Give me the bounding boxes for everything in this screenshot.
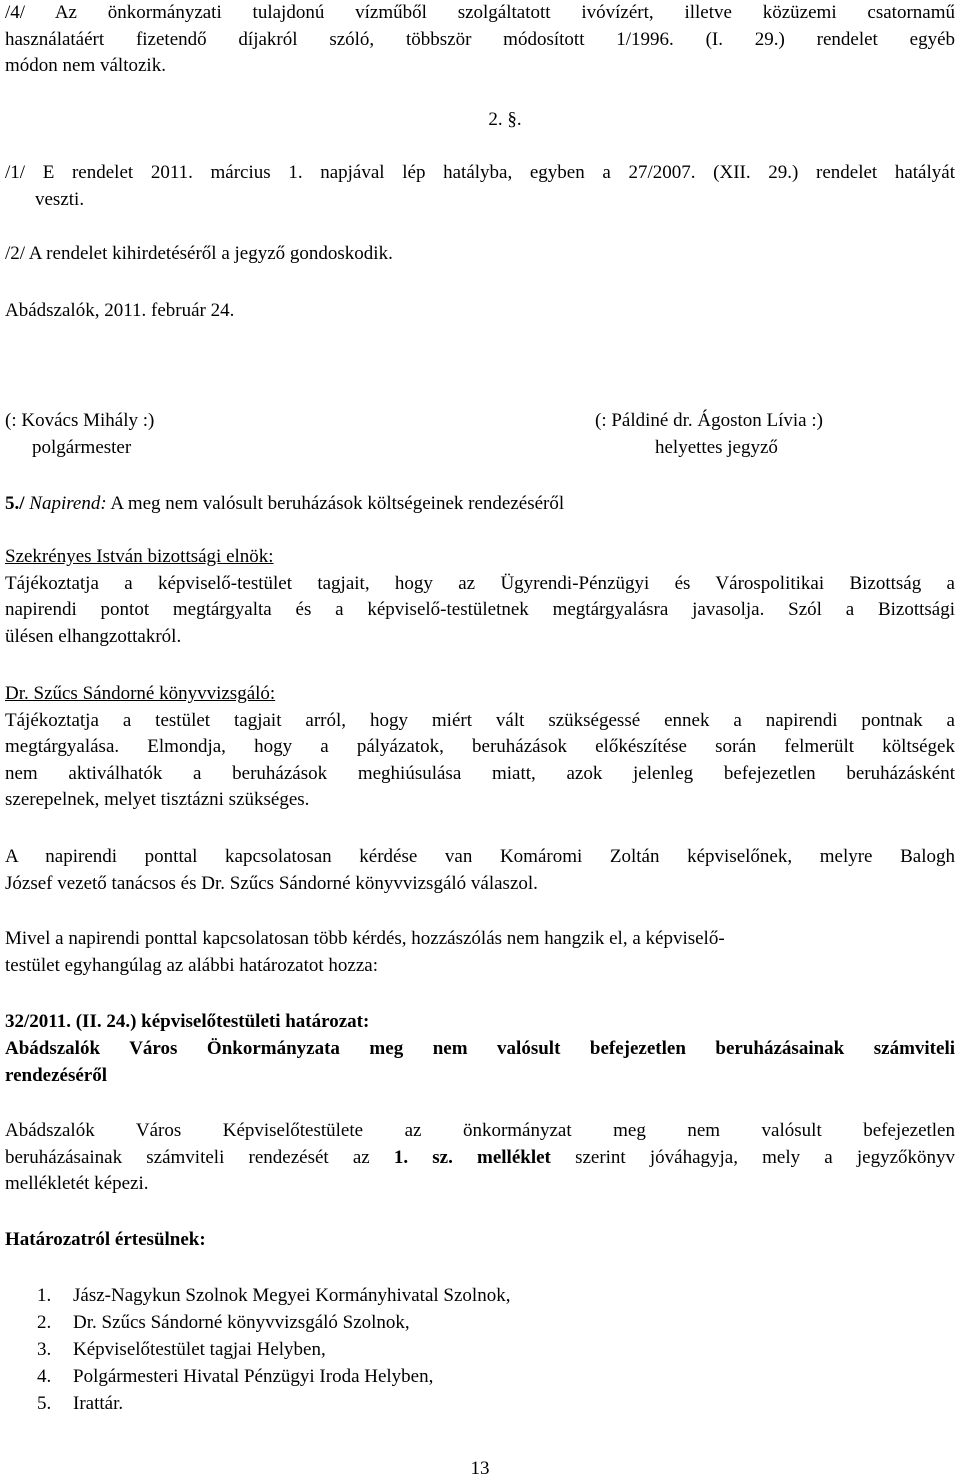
text-line: megtárgyalása. Elmondja, hogy a pályázatok, beruházások előkészítése során felmerült költségek bbox=[5, 736, 955, 757]
agenda-text: A meg nem valósult beruházások költségeinek rendezéséről bbox=[110, 493, 565, 514]
notify-list bbox=[5, 1283, 510, 1418]
resolution-body bbox=[5, 1118, 955, 1198]
text-line: /1/ E rendelet 2011. március 1. napjával lép hatályba, egyben a 27/2007. (XII. 29.) rendelet hatályát bbox=[5, 162, 955, 183]
text-line: testület egyhangúlag az alábbi határozatot hozza: bbox=[5, 954, 378, 976]
agenda-item bbox=[5, 491, 564, 518]
signatory-title: helyettes jegyző bbox=[655, 436, 778, 458]
list-item: 2. Dr. Szűcs Sándorné könyvvizsgáló Szolnok, bbox=[37, 1312, 410, 1333]
paragraph-1 bbox=[5, 160, 955, 213]
list-item: 5. Irattár. bbox=[37, 1393, 124, 1414]
agenda-number: 5./ bbox=[5, 493, 25, 514]
text-line: használatáért fizetendő díjakról szóló, többször módosított 1/1996. (I. 29.) rendelet egyéb bbox=[5, 28, 955, 50]
text-line: módon nem változik. bbox=[5, 55, 166, 76]
paragraph-4 bbox=[5, 0, 955, 80]
paragraph-2: /2/ A rendelet kihirdetéséről a jegyző gondoskodik. bbox=[5, 243, 393, 264]
resolution-number: 32/2011. (II. 24.) képviselőtestületi határozat: bbox=[5, 1011, 370, 1032]
text-line: mellékletét képezi. bbox=[5, 1173, 149, 1194]
text-line: Tájékoztatja a testület tagjait arról, hogy miért vált szükségessé ennek a napirendi pontnak a bbox=[5, 709, 955, 731]
text-line: Abádszalók Város Önkormányzata meg nem valósult befejezetlen beruházásainak számviteli bbox=[5, 1038, 955, 1059]
text-line: napirendi pontot megtárgyalta és a képviselő-testületnek megtárgyalásra javasolja. Szól a Bizottsági bbox=[5, 599, 955, 620]
text-line: beruházásainak számviteli rendezését az 1. sz. melléklet szerint jóváhagyja, mely a jegyzőkönyv bbox=[5, 1146, 956, 1168]
question-paragraph bbox=[5, 844, 955, 897]
text-line: ülésen elhangzottakról. bbox=[5, 625, 182, 647]
text-line: Abádszalók Város Képviselőtestülete az önkormányzat meg nem valósult befejezetlen bbox=[5, 1120, 955, 1141]
signatory-title: polgármester bbox=[32, 436, 132, 458]
text-line: /4/ Az önkormányzati tulajdonú vízműből szolgáltatott ivóvízért, illetve közüzemi csatornamű bbox=[5, 2, 955, 23]
text-line: rendezéséről bbox=[5, 1064, 107, 1086]
text-line: Tájékoztatja a képviselő-testület tagjait, hogy az Ügyrendi-Pénzügyi és Várospolitikai Bizottság a bbox=[5, 572, 955, 594]
page-number: 13 bbox=[470, 1458, 490, 1479]
agenda-label: Napirend: bbox=[29, 493, 107, 514]
text-line: veszti. bbox=[35, 188, 85, 210]
vote-paragraph bbox=[5, 926, 955, 979]
section-heading: 2. §. bbox=[488, 109, 522, 130]
signature-left bbox=[5, 408, 154, 461]
speaker-block-2 bbox=[5, 681, 955, 814]
text-line: szerepelnek, melyet tisztázni szükséges. bbox=[5, 789, 310, 810]
speaker-block-1 bbox=[5, 544, 955, 650]
attachment-reference: 1. sz. melléklet bbox=[393, 1146, 551, 1168]
resolution-title bbox=[5, 1036, 955, 1089]
speaker-name: Dr. Szűcs Sándorné könyvvizsgáló: bbox=[5, 683, 276, 704]
list-item: 4. Polgármesteri Hivatal Pénzügyi Iroda Helyben, bbox=[37, 1366, 434, 1387]
signatory-name: (: Kovács Mihály :) bbox=[5, 410, 155, 431]
list-item: 1. Jász-Nagykun Szolnok Megyei Kormányhivatal Szolnok, bbox=[37, 1285, 511, 1306]
list-item: 3. Képviselőtestület tagjai Helyben, bbox=[37, 1339, 326, 1360]
place-date: Abádszalók, 2011. február 24. bbox=[5, 300, 235, 321]
text-line: József vezető tanácsos és Dr. Szűcs Sándorné könyvvizsgáló válaszol. bbox=[5, 872, 538, 894]
signatory-name: (: Páldiné dr. Ágoston Lívia :) bbox=[595, 410, 823, 431]
speaker-name: Szekrényes István bizottsági elnök: bbox=[5, 546, 274, 567]
text-line: A napirendi ponttal kapcsolatosan kérdése van Komáromi Zoltán képviselőnek, melyre Balogh bbox=[5, 846, 955, 867]
text-line: nem aktiválhatók a beruházások meghiúsulása miatt, azok jelenleg befejezetlen beruházásként bbox=[5, 762, 955, 784]
text-line: Mivel a napirendi ponttal kapcsolatosan több kérdés, hozzászólás nem hangzik el, a képviselő- bbox=[5, 928, 725, 949]
notify-heading: Határozatról értesülnek: bbox=[5, 1229, 206, 1250]
signature-right bbox=[595, 408, 823, 461]
